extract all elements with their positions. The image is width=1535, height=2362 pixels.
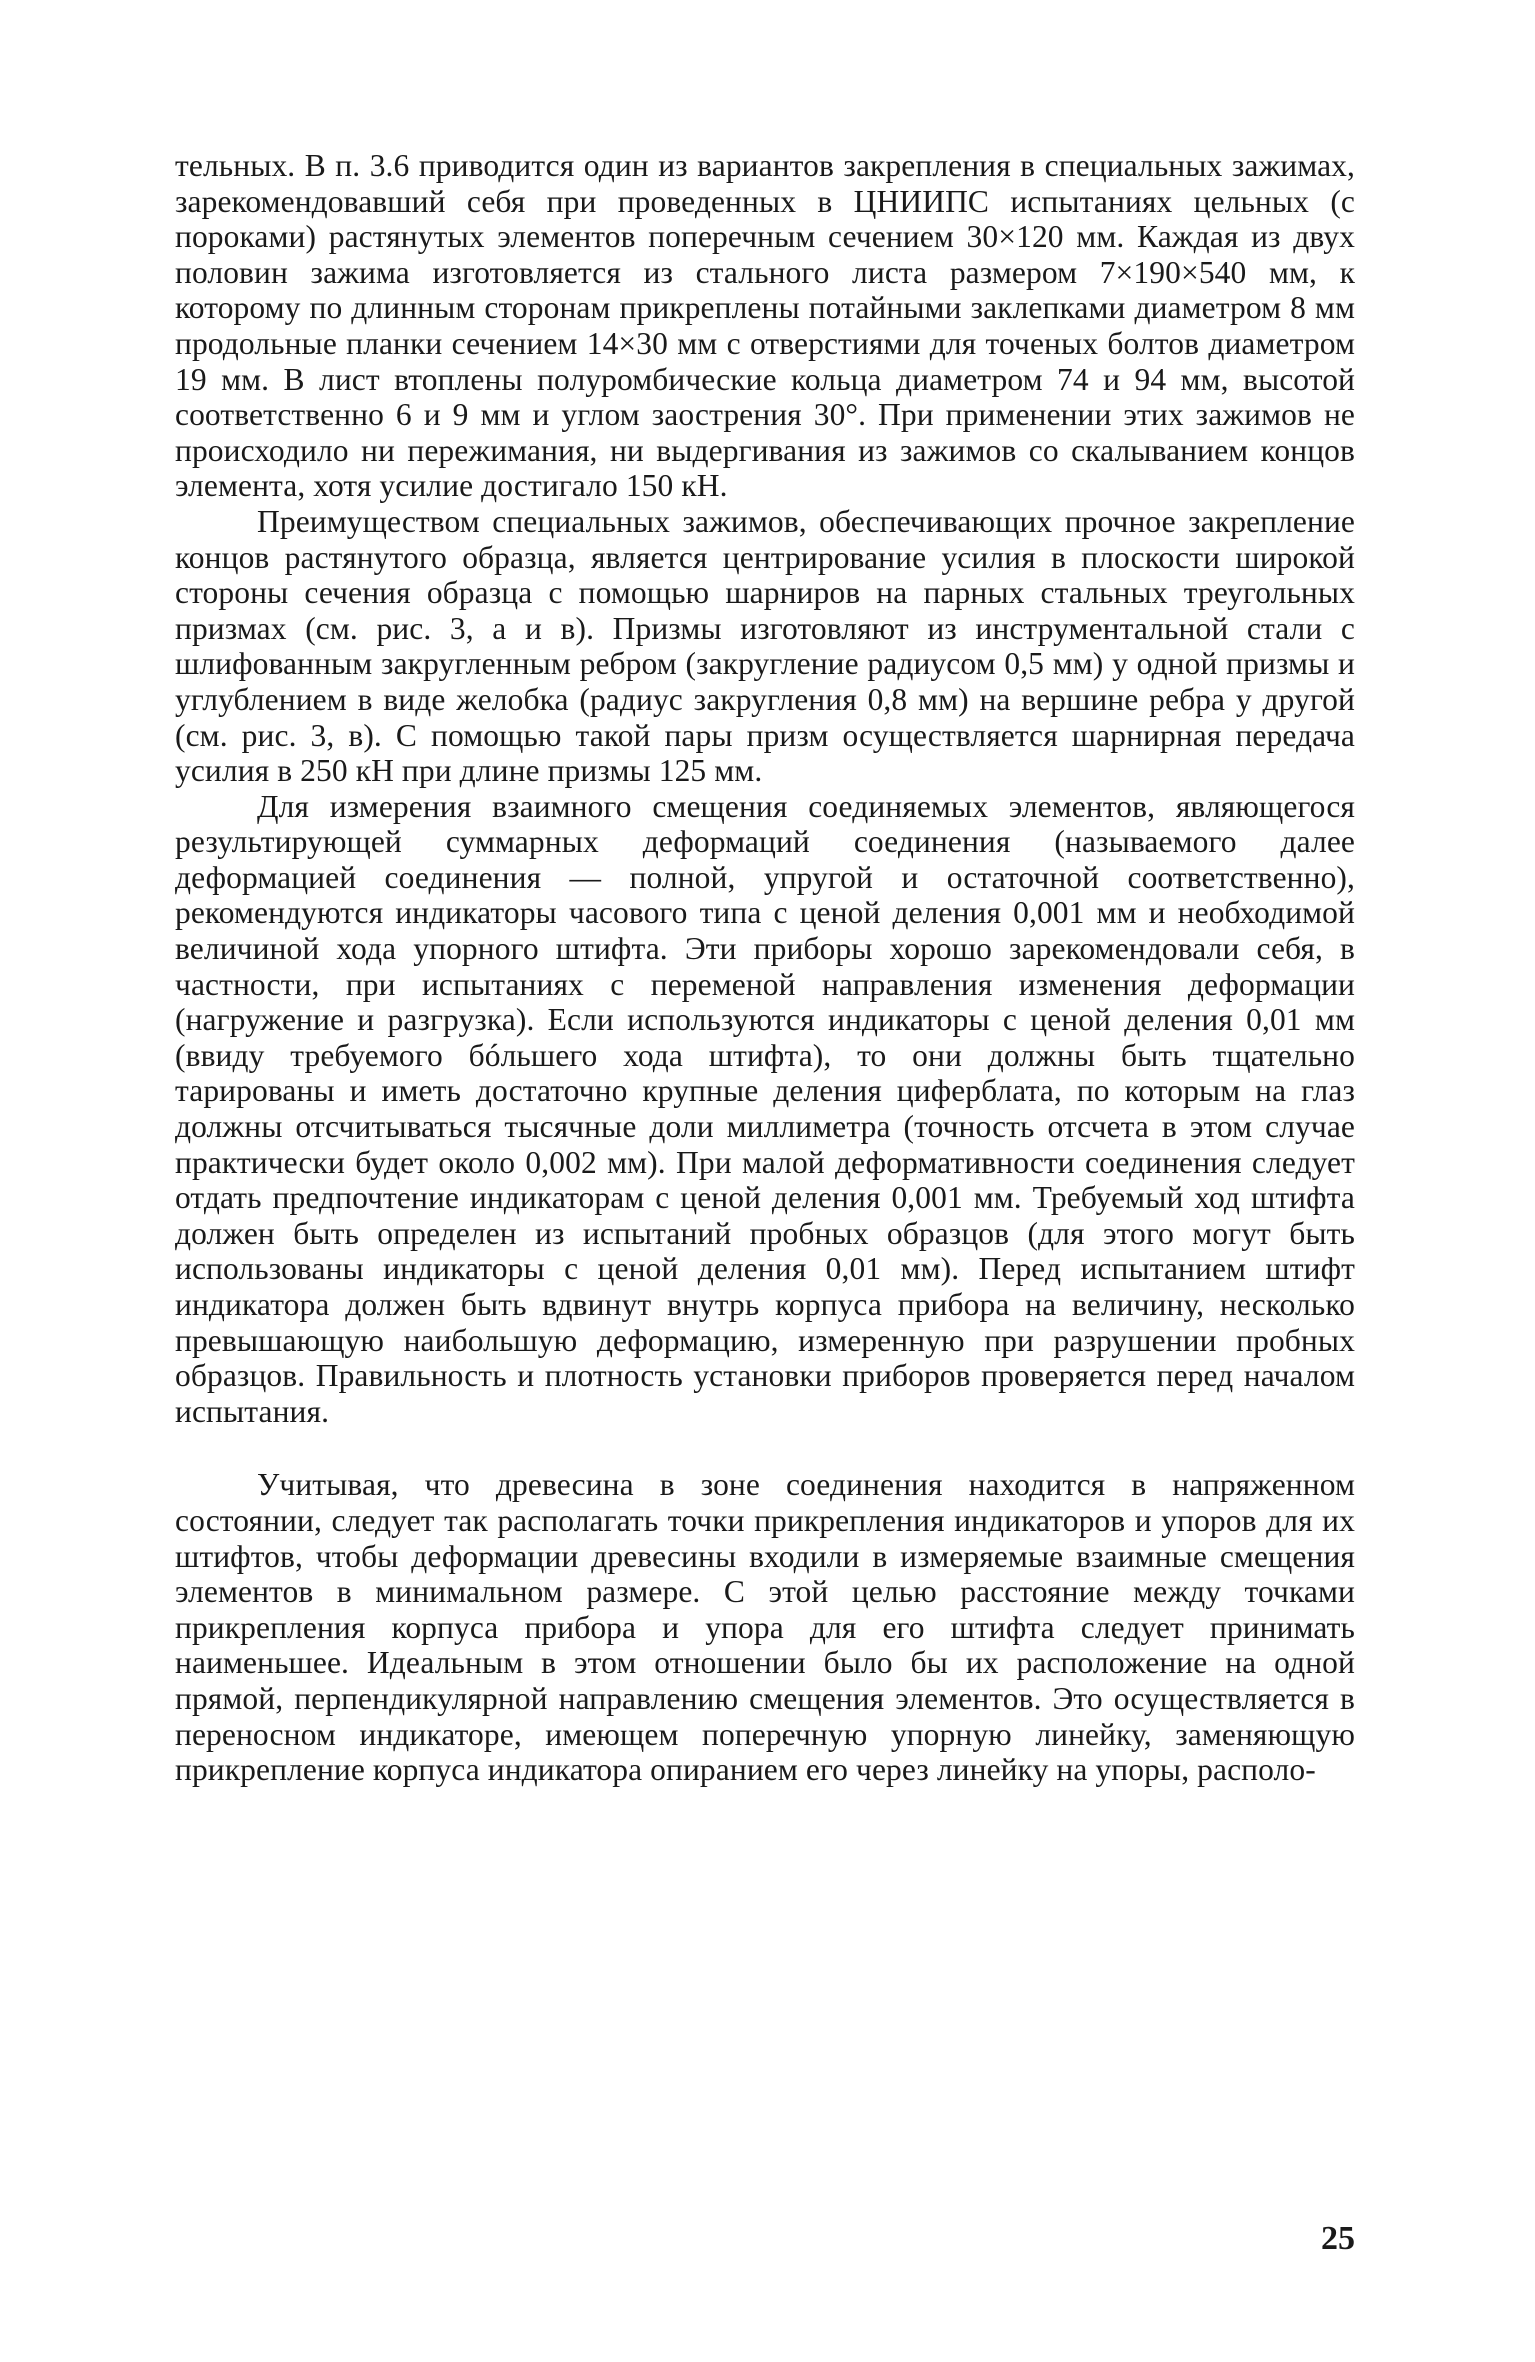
page-body <box>175 148 1355 1788</box>
paragraph-clamp-description: тельных. В п. 3.6 приводится один из вариантов закрепления в специальных зажимах, зарекомендовавший себя при проведенных в ЦНИИПС испытаниях цельных (с пороками) растянутых элементов поперечным сечением 30×120 мм. Каждая из двух половин зажима изготовляется из стального листа размером 7×190×540 мм, к которому по длинным сторонам прикреплены потайными заклепками диаметром 8 мм продольные планки сечением 14×30 мм с отверстиями для точеных болтов диаметром 19 мм. В лист втоплены полуромбические кольца диаметром 74 и 94 мм, высотой соответственно 6 и 9 мм и углом заострения 30°. При применении этих зажимов не происходило ни пережимания, ни выдергивания из зажимов со скалыванием концов элемента, хотя усилие достигало 150 кН. <box>175 148 1355 504</box>
paragraph-special-clamps-advantage: Преимуществом специальных зажимов, обеспечивающих прочное закрепление концов растянутого образца, является центрирование усилия в плоскости широкой стороны сечения образца с помощью шарниров на парных стальных треугольных призмах (см. рис. 3, а и в). Призмы изготовляют из инструментальной стали с шлифованным закругленным ребром (закругление радиусом 0,5 мм) у одной призмы и углублением в виде желобка (радиус закругления 0,8 мм) на вершине ребра у другой (см. рис. 3, в). С помощью такой пары призм осуществляется шарнирная передача усилия в 250 кН при длине призмы 125 мм. <box>175 503 1355 789</box>
paragraph-displacement-measurement: Для измерения взаимного смещения соединяемых элементов, являющегося результирующей суммарных деформаций соединения (называемого далее деформацией соединения — полной, упругой и остаточной соответственно), рекомендуются индикаторы часового типа с ценой деления 0,001 мм и необходимой величиной хода упорного штифта. Эти приборы хорошо зарекомендовали себя, в частности, при испытаниях с переменой направления изменения деформации (нагружение и разгрузка). Если используются индикаторы с ценой деления 0,01 мм (ввиду требуемого бóльшего хода штифта), то они должны быть тщательно тарированы и иметь достаточно крупные деления циферблата, по которым на глаз должны отсчитываться тысячные доли миллиметра (точность отсчета в этом случае практически будет около 0,002 мм). При малой деформативности соединения следует отдать предпочтение индикаторам с ценой деления 0,001 мм. Требуемый ход штифта должен быть определен из испытаний пробных образцов (для этого могут быть использованы индикаторы с ценой деления 0,01 мм). Перед испытанием штифт индикатора должен быть вдвинут внутрь корпуса прибора на величину, несколько превышающую наибольшую деформацию, измеренную при разрушении пробных образцов. Правильность и плотность установки приборов проверяется перед началом испытания. <box>175 788 1355 1429</box>
paragraph-indicator-placement: Учитывая, что древесина в зоне соединения находится в напряженном состоянии, следует так располагать точки прикрепления индикаторов и упоров для их штифтов, чтобы деформации древесины входили в измеряемые взаимные смещения элементов в минимальном размере. С этой целью расстояние между точками прикрепления корпуса прибора и упора для его штифта следует принимать наименьшее. Идеальным в этом отношении было бы их расположение на одной прямой, перпендикулярной направлению смещения элементов. Это осуществляется в переносном индикаторе, имеющем поперечную упорную линейку, заменяющую прикрепление корпуса индикатора опиранием его через линейку на упоры, располо- <box>175 1467 1355 1788</box>
page-number: 25 <box>1321 2220 1355 2257</box>
